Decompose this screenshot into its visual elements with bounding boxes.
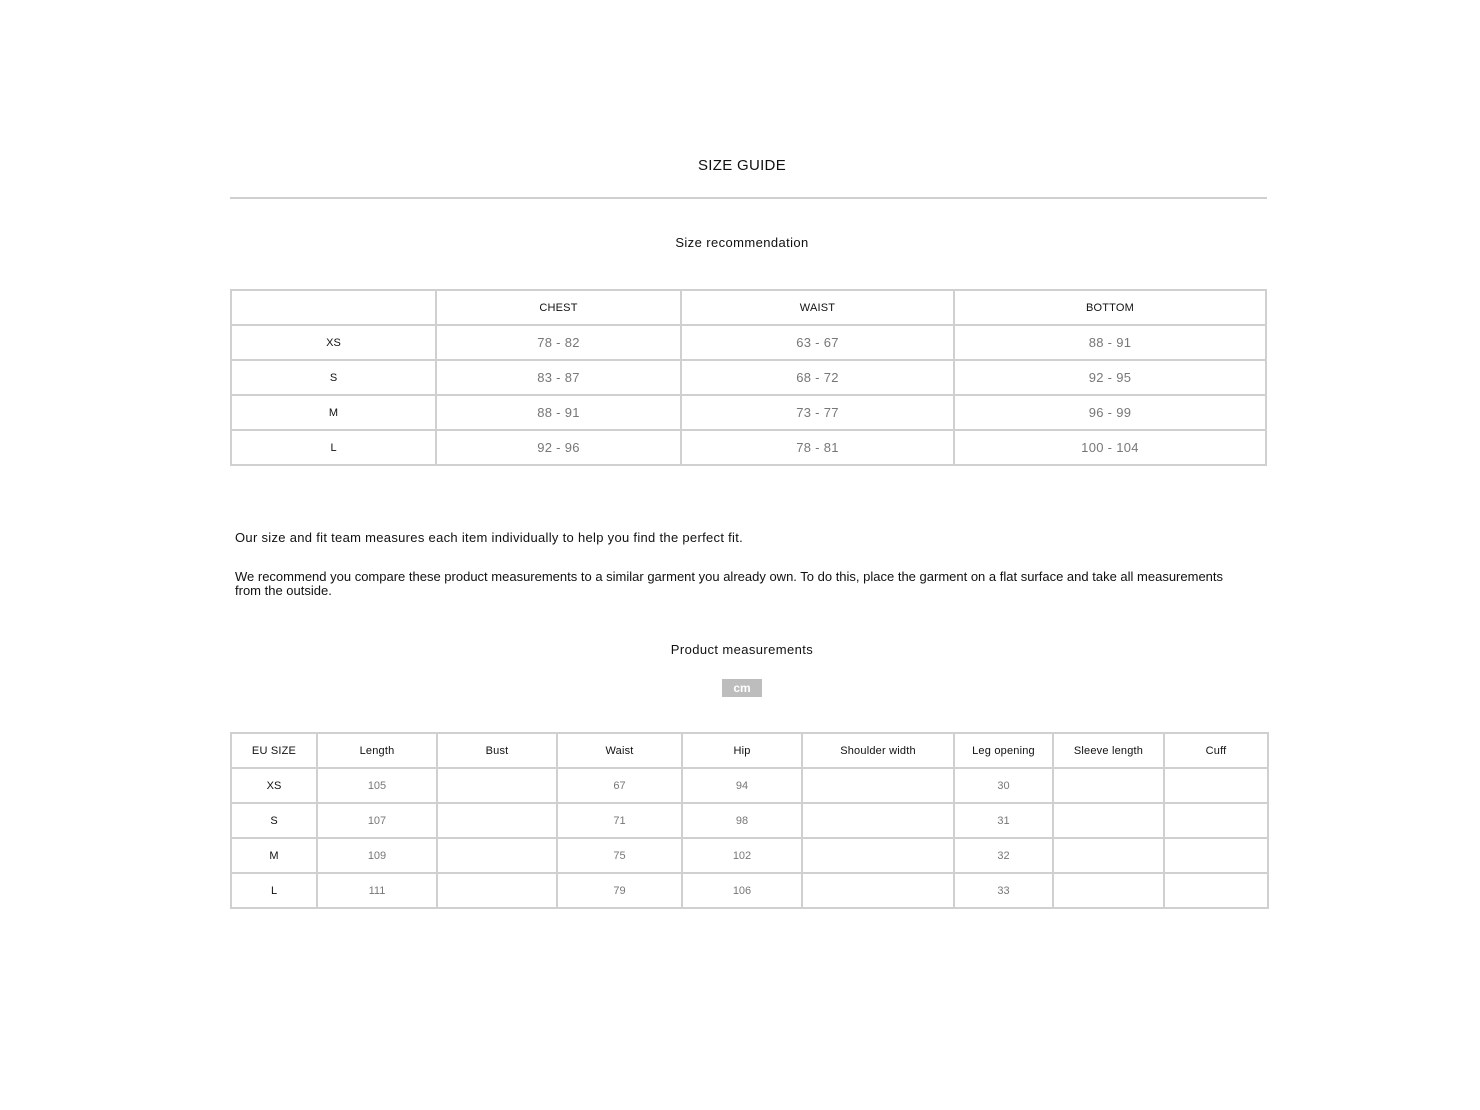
- eu-size-label: M: [231, 838, 317, 873]
- waist-value: 71: [557, 803, 682, 838]
- length-value: 109: [317, 838, 437, 873]
- hip-value: 102: [682, 838, 802, 873]
- chest-value: 83 - 87: [436, 360, 681, 395]
- leg-opening-value: 33: [954, 873, 1053, 908]
- header-cell-bottom: BOTTOM: [954, 290, 1266, 325]
- length-value: 105: [317, 768, 437, 803]
- hip-value: 98: [682, 803, 802, 838]
- shoulder-width-value: [802, 803, 954, 838]
- size-recommendation-heading: Size recommendation: [675, 235, 809, 250]
- bust-value: [437, 838, 557, 873]
- hip-value: 94: [682, 768, 802, 803]
- table-row: [231, 838, 1268, 873]
- leg-opening-value: 30: [954, 768, 1053, 803]
- waist-value: 78 - 81: [681, 430, 954, 465]
- waist-value: 79: [557, 873, 682, 908]
- fit-team-paragraph: Our size and fit team measures each item individually to help you find the perfect fit.: [235, 530, 744, 545]
- bust-value: [437, 768, 557, 803]
- chest-value: 88 - 91: [436, 395, 681, 430]
- size-label: L: [231, 430, 436, 465]
- page-title: SIZE GUIDE: [697, 157, 786, 174]
- header-cell-waist: WAIST: [681, 290, 954, 325]
- cuff-value: [1164, 838, 1268, 873]
- table-row: [231, 768, 1268, 803]
- sleeve-length-value: [1053, 838, 1164, 873]
- cuff-value: [1164, 873, 1268, 908]
- waist-value: 73 - 77: [681, 395, 954, 430]
- chest-value: 92 - 96: [436, 430, 681, 465]
- header-cell-leg-opening: Leg opening: [954, 733, 1053, 768]
- product-measurements-table: [230, 732, 1269, 909]
- header-cell-sleeve-length: Sleeve length: [1053, 733, 1164, 768]
- hip-value: 106: [682, 873, 802, 908]
- sleeve-length-value: [1053, 873, 1164, 908]
- header-cell-size: [231, 290, 436, 325]
- measuring-instructions-paragraph: We recommend you compare these product measurements to a similar garment you already own. To do this, place the garment on a flat surface and take all measurements from the outside.: [235, 569, 1224, 598]
- header-cell-shoulder-width: Shoulder width: [802, 733, 954, 768]
- table-row: [231, 395, 1266, 430]
- size-label: S: [231, 360, 436, 395]
- leg-opening-value: 31: [954, 803, 1053, 838]
- bottom-value: 100 - 104: [954, 430, 1266, 465]
- table-row: [231, 873, 1268, 908]
- table-row: [231, 360, 1266, 395]
- bust-value: [437, 873, 557, 908]
- waist-value: 67: [557, 768, 682, 803]
- product-measurements-heading: Product measurements: [670, 642, 814, 657]
- header-cell-length: Length: [317, 733, 437, 768]
- table-header-row: [231, 290, 1266, 325]
- header-cell-bust: Bust: [437, 733, 557, 768]
- table-row: [231, 325, 1266, 360]
- cuff-value: [1164, 768, 1268, 803]
- waist-value: 75: [557, 838, 682, 873]
- length-value: 107: [317, 803, 437, 838]
- unit-toggle-cm-button[interactable]: cm: [722, 679, 762, 697]
- length-value: 111: [317, 873, 437, 908]
- shoulder-width-value: [802, 873, 954, 908]
- header-cell-chest: CHEST: [436, 290, 681, 325]
- table-row: [231, 803, 1268, 838]
- shoulder-width-value: [802, 768, 954, 803]
- header-cell-cuff: Cuff: [1164, 733, 1268, 768]
- header-cell-eu-size: EU SIZE: [231, 733, 317, 768]
- waist-value: 63 - 67: [681, 325, 954, 360]
- eu-size-label: S: [231, 803, 317, 838]
- eu-size-label: XS: [231, 768, 317, 803]
- table-header-row: [231, 733, 1268, 768]
- shoulder-width-value: [802, 838, 954, 873]
- bottom-value: 96 - 99: [954, 395, 1266, 430]
- leg-opening-value: 32: [954, 838, 1053, 873]
- bust-value: [437, 803, 557, 838]
- bottom-value: 88 - 91: [954, 325, 1266, 360]
- size-recommendation-table: [230, 289, 1267, 466]
- waist-value: 68 - 72: [681, 360, 954, 395]
- sleeve-length-value: [1053, 803, 1164, 838]
- sleeve-length-value: [1053, 768, 1164, 803]
- size-label: XS: [231, 325, 436, 360]
- table-row: [231, 430, 1266, 465]
- title-divider: [230, 197, 1267, 199]
- header-cell-waist: Waist: [557, 733, 682, 768]
- chest-value: 78 - 82: [436, 325, 681, 360]
- cuff-value: [1164, 803, 1268, 838]
- eu-size-label: L: [231, 873, 317, 908]
- size-label: M: [231, 395, 436, 430]
- header-cell-hip: Hip: [682, 733, 802, 768]
- bottom-value: 92 - 95: [954, 360, 1266, 395]
